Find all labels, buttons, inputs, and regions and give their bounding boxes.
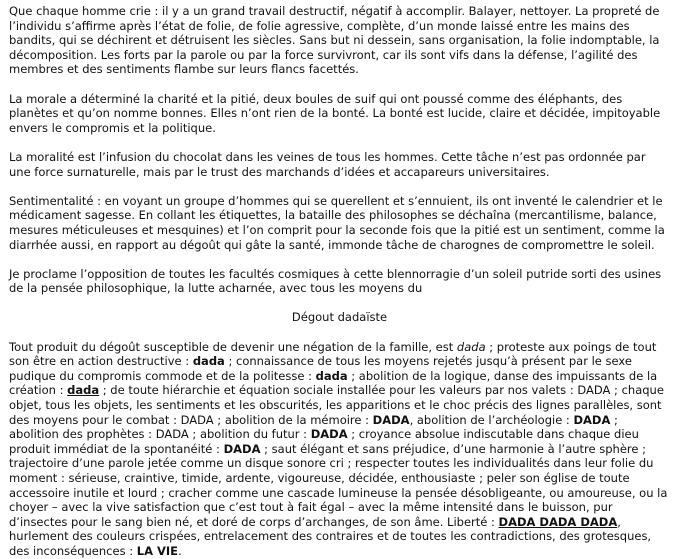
text-run: DADA: [223, 441, 261, 456]
text-run: , abolition de l’archéologie :: [409, 412, 574, 427]
text-run: DADA DADA DADA: [498, 514, 618, 529]
text-run: ; de toute hiérarchie et équation sociale installée pour les valeurs par nos valets : DADA ; chaque objet, tous les objets, les sentiments et les obscurités, les apparitions et le choc précis des lignes parallèles, sont des moyens pour le combat : DADA ; abolition de la mémoire :: [9, 383, 664, 427]
paragraph-2: La morale a déterminé la charité et la pitié, deux boules de suif qui ont poussé comme des éléphants, des planètes et qu’on nomme bonnes. Elles n’ont rien de la bonté. La bonté est lucide, claire et décidée, impitoyable envers le compromis et la politique.: [9, 91, 661, 135]
text-run: ; connaissance de tous les moyens rejetés jusqu’à présent par le sexe pudique du compromis commode et de la politesse :: [9, 354, 632, 383]
paragraph-3: La moralité est l’infusion du chocolat dans les veines de tous les hommes. Cette tâche n’est pas ordonnée par une force surnaturelle, mais par le trust des marchands d’idées et accapareurs universitaires.: [9, 149, 646, 179]
paragraph-5: Je proclame l’opposition de toutes les facultés cosmiques à cette blennorragie d’un soleil putride sorti des usines de la pensée philosophique, la lutte acharnée, avec tous les moyens du: [9, 266, 662, 296]
section-heading: Dégout dadaïste: [291, 310, 388, 325]
text-run: DADA: [372, 412, 410, 427]
text-run: dada: [67, 383, 100, 398]
text-run: , hurlement des couleurs crispées, entrelacement des contraires et de toutes les contradictions, des grotesques, des inconséquences :: [9, 514, 652, 558]
text-run: DADA: [573, 412, 611, 427]
text-run: LA VIE: [136, 543, 179, 558]
text-run: dada: [192, 354, 225, 369]
text-run: ; abolition des prophètes : DADA ; abolition du futur :: [9, 412, 618, 442]
text-run: DADA: [310, 427, 348, 442]
text-run: Tout produit du dégoût susceptible de devenir une négation de la famille, est: [9, 339, 457, 354]
text-run: ; abolition de la logique, danse des impuissants de la création :: [9, 368, 658, 398]
text-run: ; croyance absolue indiscutable dans chaque dieu produit immédiat de la spontanéité :: [9, 427, 639, 456]
text-run: .: [178, 543, 182, 558]
text-run: dada: [315, 368, 348, 383]
text-run: dada: [456, 339, 486, 354]
paragraph-4: Sentimentalité : en voyant un groupe d’hommes qui se querellent et s’ennuient, ils ont inventé le calendrier et le médicament sagesse. En collant les étiquettes, la bataille des philosophes se déchaîna (mercantilisme, balance, mesures méticuleuses et mesquines) et l’on comprit pour la seconde fois que la pitié est un sentiment, comme la diarrhée aussi, en rapport au dégoût qui gâte la santé, immonde tâche de charognes de compromettre le soleil.: [9, 193, 665, 252]
paragraph-final: [9, 340, 670, 559]
text-run: ; proteste aux poings de tout son être en action destructive :: [9, 339, 657, 369]
text-run: ; saut élégant et sans préjudice, d’une harmonie à l’autre sphère ; trajectoire d’une parole jetée comme un disque sonore cri ; respecter toutes les individualités dans leur folie du moment : sérieuse, craintive, timide, ardente, vigoureuse, décidée, enthousiaste ; peler son église de toute accessoire inutile et lourd ; cracher comme une cascade lumineuse la pensée désobligeante, ou amoureuse, ou la choyer – avec la vive satisfaction que c’est tout à fait égal – avec la même intensité dans le buisson, pur d’insectes pour le sang bien né, et doré de corps d’archanges, de son âme. Liberté :: [9, 441, 668, 529]
paragraph-1: Que chaque homme crie : il y a un grand travail destructif, négatif à accomplir. Balayer, nettoyer. La propreté de l’individu s’affirme après l’état de folie, de folie agressive, complète, d’un monde laissé entre les mains des bandits, qui se déchirent et détruisent les siècles. Sans but ni dessein, sans organisation, la folie indomptable, la décomposition. Les forts par la parole ou par la force survivront, car ils sont vifs dans la défense, l’agilité des membres et des sentiments flambe sur leurs flancs facettés.: [9, 4, 660, 77]
